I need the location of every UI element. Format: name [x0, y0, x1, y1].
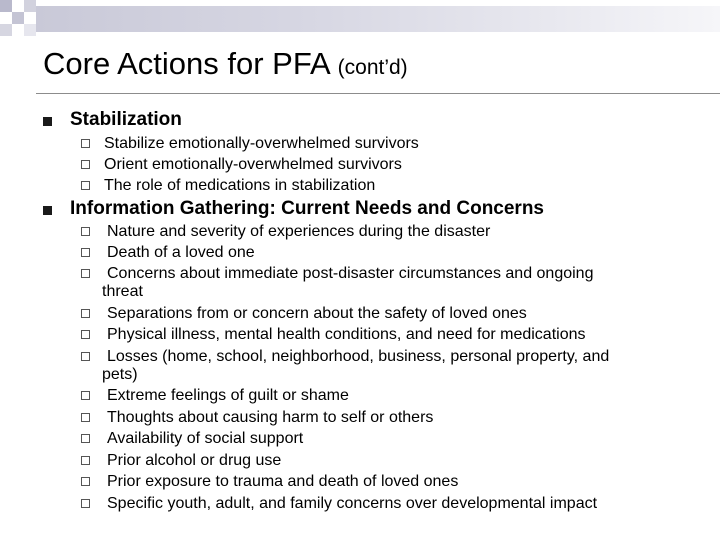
hollow-square-bullet-icon [81, 330, 90, 339]
title-divider [36, 93, 720, 94]
list-item-continuation: threat [102, 283, 143, 300]
hollow-square-bullet-icon [81, 248, 90, 257]
decorative-header-band [0, 0, 720, 40]
list-item: Losses (home, school, neighborhood, business, personal property, and [107, 348, 610, 365]
hollow-square-bullet-icon [81, 309, 90, 318]
list-item-continuation: pets) [102, 366, 138, 383]
section-heading-information-gathering: Information Gathering: Current Needs and Concerns [70, 198, 544, 219]
hollow-square-bullet-icon [81, 434, 90, 443]
list-item: Orient emotionally-overwhelmed survivors [104, 156, 402, 173]
hollow-square-bullet-icon [81, 139, 90, 148]
list-item: Death of a loved one [107, 244, 255, 261]
hollow-square-bullet-icon [81, 160, 90, 169]
list-item: Stabilize emotionally-overwhelmed survivors [104, 135, 419, 152]
list-item: Physical illness, mental health conditions, and need for medications [107, 326, 586, 343]
square-bullet-icon [43, 117, 52, 126]
hollow-square-bullet-icon [81, 477, 90, 486]
section-heading-stabilization: Stabilization [70, 109, 182, 130]
list-item: Nature and severity of experiences during the disaster [107, 223, 491, 240]
hollow-square-bullet-icon [81, 181, 90, 190]
hollow-square-bullet-icon [81, 456, 90, 465]
list-item: Separations from or concern about the safety of loved ones [107, 305, 527, 322]
hollow-square-bullet-icon [81, 391, 90, 400]
list-item: Specific youth, adult, and family concerns over developmental impact [107, 495, 598, 512]
list-item: Thoughts about causing harm to self or others [107, 409, 434, 426]
slide-title-main: Core Actions for PFA [43, 46, 330, 81]
list-item: Extreme feelings of guilt or shame [107, 387, 349, 404]
hollow-square-bullet-icon [81, 352, 90, 361]
hollow-square-bullet-icon [81, 269, 90, 278]
slide-title-suffix: (cont’d) [337, 56, 408, 79]
hollow-square-bullet-icon [81, 499, 90, 508]
hollow-square-bullet-icon [81, 413, 90, 422]
square-bullet-icon [43, 206, 52, 215]
list-item: Concerns about immediate post-disaster circumstances and ongoing [107, 265, 594, 282]
list-item: Prior exposure to trauma and death of loved ones [107, 473, 459, 490]
list-item: The role of medications in stabilization [104, 177, 376, 194]
slide-title [43, 46, 408, 82]
hollow-square-bullet-icon [81, 227, 90, 236]
list-item: Prior alcohol or drug use [107, 452, 282, 469]
list-item: Availability of social support [107, 430, 304, 447]
